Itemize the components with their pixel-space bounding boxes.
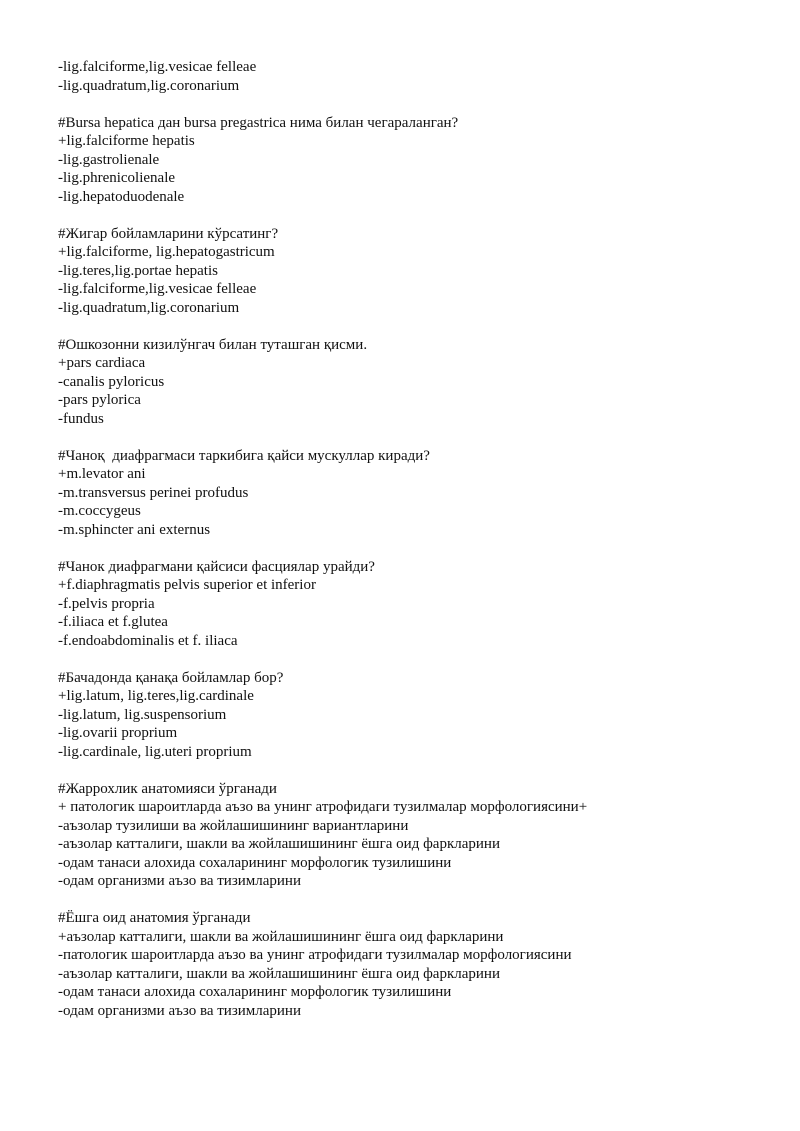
question-line: #Ёшга оид анатомия ўрганади bbox=[58, 910, 251, 926]
answer-line: +lig.falciforme hepatis bbox=[58, 133, 195, 149]
question-line: #Bursa hepatica дан bursa pregastrica нима билан чегараланган? bbox=[58, 114, 459, 131]
answer-line: -lig.gastrolienale bbox=[58, 151, 160, 168]
answer-line: -pars pylorica bbox=[58, 392, 141, 408]
answer-line: -m.transversus perinei profudus bbox=[58, 484, 249, 501]
document-page bbox=[58, 58, 778, 1039]
answer-line: + патологик шароитларда аъзо ва унинг атрофидаги тузилмалар морфологиясини+ bbox=[58, 799, 588, 815]
answer-line: +pars cardiaca bbox=[58, 355, 146, 371]
answer-line: -lig.cardinale, lig.uteri proprium bbox=[58, 743, 252, 760]
answer-line: -патологик шароитларда аъзо ва унинг атрофидаги тузилмалар морфологиясини bbox=[58, 947, 572, 963]
answer-line: -lig.falciforme,lig.vesicae felleae bbox=[58, 281, 257, 297]
question-block bbox=[58, 447, 778, 540]
answer-line: -одам организми аъзо ва тизимларини bbox=[58, 873, 301, 889]
answer-line: -аъзолар катталиги, шакли ва жойлашишининг ёшга оид фаркларини bbox=[58, 965, 500, 982]
question-block bbox=[58, 336, 778, 429]
question-line: #Ошкозонни кизилўнгач билан туташган қисми. bbox=[58, 336, 368, 353]
answer-line: -lig.falciforme,lig.vesicae felleae bbox=[58, 59, 257, 75]
answer-line: -lig.quadratum,lig.coronarium bbox=[58, 77, 240, 94]
answer-line: -аъзолар тузилиши ва жойлашишининг вариантларини bbox=[58, 817, 409, 834]
question-line: #Чанок диафрагмани қайсиси фасциялар урайди? bbox=[58, 558, 375, 575]
answer-line: -аъзолар катталиги, шакли ва жойлашишининг ёшга оид фаркларини bbox=[58, 836, 500, 852]
answer-line: +lig.falciforme, lig.hepatogastricum bbox=[58, 244, 275, 260]
question-block bbox=[58, 780, 778, 891]
answer-line: -lig.hepatoduodenale bbox=[58, 188, 185, 205]
answer-line: -lig.phrenicolienale bbox=[58, 170, 176, 186]
question-block bbox=[58, 225, 778, 318]
question-block bbox=[58, 114, 778, 207]
answer-line: -одам организми аъзо ва тизимларини bbox=[58, 1002, 301, 1019]
question-line: #Жигар бойламларини кўрсатинг? bbox=[58, 225, 279, 242]
answer-line: -одам танаси алохида сохаларининг морфологик тузилишини bbox=[58, 854, 452, 871]
answer-line: -f.endoabdominalis et f. iliaca bbox=[58, 632, 238, 649]
answer-line: -lig.quadratum,lig.coronarium bbox=[58, 299, 240, 316]
question-line: #Чаноқ диафрагмаси таркибига қайси мускуллар киради? bbox=[58, 447, 430, 464]
intro-block bbox=[58, 58, 778, 95]
question-line: #Бачадонда қанақа бойламлар бор? bbox=[58, 669, 284, 686]
answer-line: -lig.ovarii proprium bbox=[58, 725, 178, 741]
question-block bbox=[58, 558, 778, 651]
answer-line: +аъзолар катталиги, шакли ва жойлашишининг ёшга оид фаркларини bbox=[58, 928, 504, 945]
question-block bbox=[58, 669, 778, 762]
answer-line: -lig.latum, lig.suspensorium bbox=[58, 706, 227, 723]
answer-line: +f.diaphragmatis pelvis superior et inferior bbox=[58, 577, 316, 593]
question-line: #Жаррохлик анатомияси ўрганади bbox=[58, 780, 277, 797]
answer-line: -lig.teres,lig.portae hepatis bbox=[58, 262, 218, 279]
answer-line: -f.iliaca et f.glutea bbox=[58, 614, 168, 630]
answer-line: -m.sphincter ani externus bbox=[58, 521, 211, 538]
answer-line: -fundus bbox=[58, 410, 104, 427]
answer-line: -одам танаси алохида сохаларининг морфологик тузилишини bbox=[58, 984, 452, 1000]
answer-line: +lig.latum, lig.teres,lig.cardinale bbox=[58, 688, 254, 704]
answer-line: -f.pelvis propria bbox=[58, 595, 155, 612]
answer-line: -canalis pyloricus bbox=[58, 373, 165, 390]
question-block bbox=[58, 909, 778, 1020]
answer-line: +m.levator ani bbox=[58, 466, 146, 482]
answer-line: -m.coccygeus bbox=[58, 503, 141, 519]
